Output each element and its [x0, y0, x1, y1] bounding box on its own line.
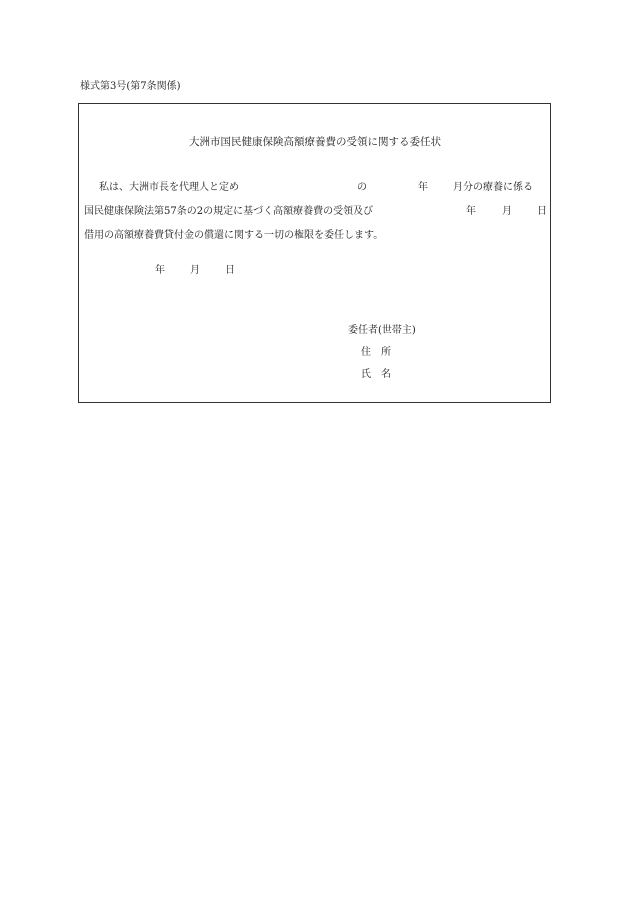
body-line2-year: 年	[466, 206, 476, 217]
delegator-heading: 委任者(世帯主)	[348, 325, 416, 336]
body-line2-day: 日	[537, 206, 547, 217]
body-line3: 借用の高額療養費貸付金の償還に関する一切の権限を委任します。	[84, 230, 384, 241]
body-line1-lead: 私は、大洲市長を代理人と定め	[99, 182, 239, 193]
body-line2-month: 月	[502, 206, 512, 217]
date-day: 日	[225, 265, 235, 276]
document-title: 大洲市国民健康保険高額療養費の受領に関する委任状	[189, 136, 441, 148]
date-month: 月	[190, 265, 200, 276]
body-line1-month-rest: 月分の療養に係る	[453, 182, 533, 193]
body-line1-no: の	[357, 182, 367, 193]
body-line2-text: 国民健康保険法第57条の2の規定に基づく高額療養費の受領及び	[84, 206, 374, 217]
body-line1-year: 年	[418, 182, 428, 193]
form-frame	[78, 103, 551, 403]
form-number: 様式第3号(第7条関係)	[80, 81, 181, 92]
address-label: 住 所	[361, 347, 391, 358]
date-year: 年	[155, 265, 165, 276]
name-label: 氏 名	[361, 369, 391, 380]
